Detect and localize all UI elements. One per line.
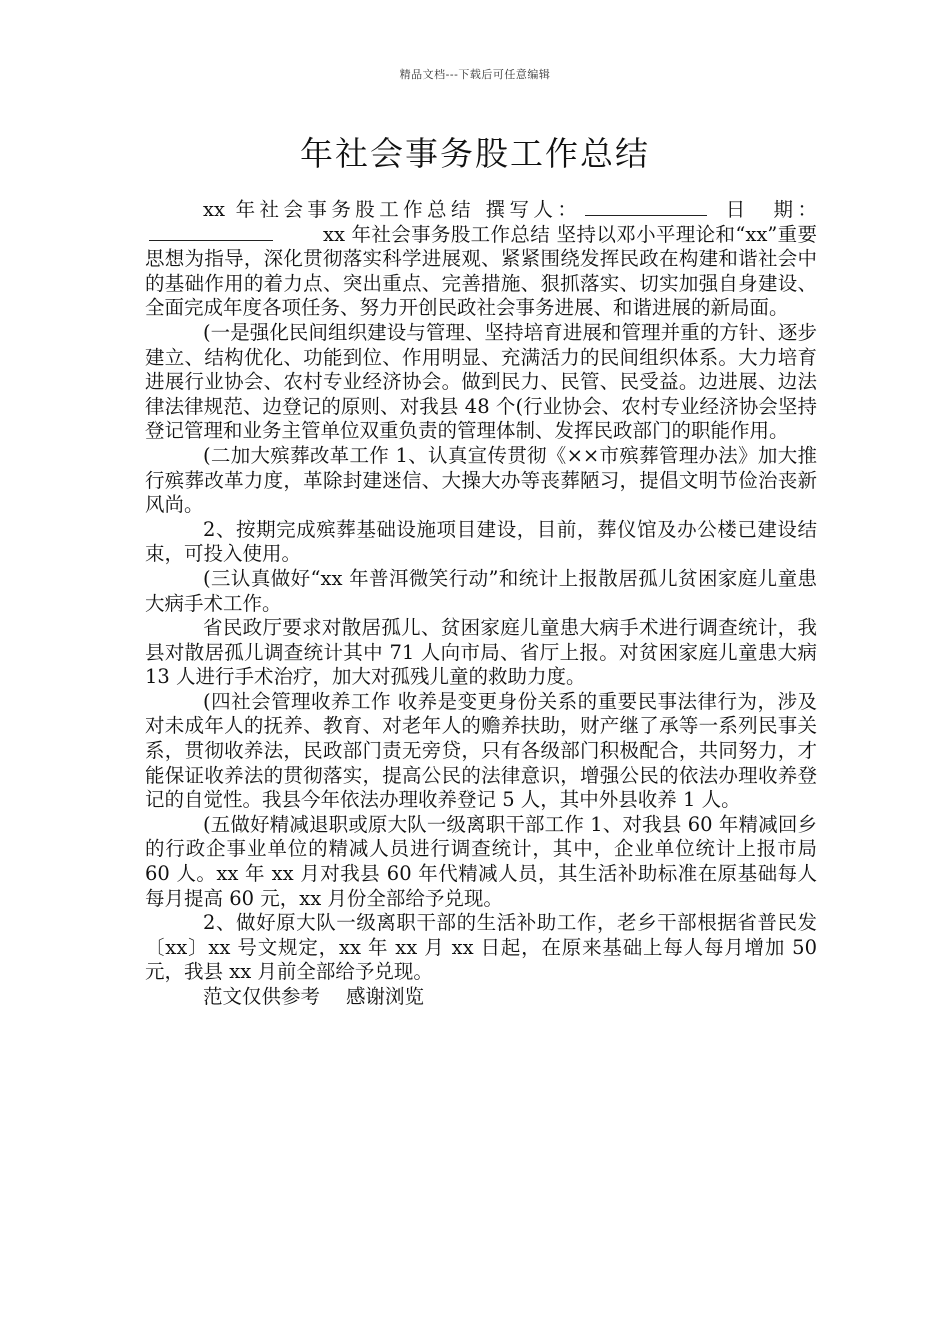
intro-paragraph [145,198,817,321]
paragraph-living-subsidy: 2、做好原大队一级离职干部的生活补助工作，老乡干部根据省普民发〔xx〕xx 号文规定，xx 年 xx 月 xx 日起，在原来基础上每人每月增加 50 元，我县 xx 月前全部给予兑现。 [145,911,817,984]
intro-text: xx 年社会事务股工作总结 坚持以邓小平理论和“xx”重要思想为指导，深化贯彻落实科学进展观、紧紧围绕发挥民政在构建和谐社会中的基础作用的着力点、突出重点、完善措施、狠抓落实、切实加强自身建设、全面完成年度各项任务、努力开创民政社会事务进展、和谐进展的新局面。 [145,222,817,320]
paragraph-adoption: (四社会管理收养工作 收养是变更身份关系的重要民事法律行为，涉及对未成年人的抚养、教育、对老年人的赡养扶助，财产继了承等一系列民事关系，贯彻收养法，民政部门责无旁贷，只有各级部门积极配合，共同努力，才能保证收养法的贯彻落实，提高公民的法律意识，增强公民的依法办理收养登记的自觉性。我县今年依法办理收养登记 5 人，其中外县收养 1 人。 [145,689,817,812]
date-blank [149,226,273,241]
footer-reference: 范文仅供参考 [203,985,321,1008]
paragraph-smile-action: (三认真做好“xx 年普洱微笑行动”和统计上报散居孤儿贫困家庭儿童患大病手术工作。 [145,566,817,615]
author-blank [585,201,707,216]
paragraph-organizations: (一是强化民间组织建设与管理、坚持培育进展和管理并重的方针、逐步建立、结构优化、功能到位、作用明显、充满活力的民间组织体系。大力培育进展行业协会、农村专业经济协会。做到民力、民管、民受益。边进展、边法律法律规范、边登记的原则、对我县 48 个(行业协会、农村专业经济协会坚持登记管理和业务主管单位双重负责的管理体制、发挥民政部门的职能作用。 [145,320,817,443]
author-label: xx 年社会事务股工作总结 撰写人： [203,198,582,221]
document-body [145,198,817,1010]
paragraph-funeral-facilities: 2、按期完成殡葬基础设施项目建设，目前，葬仪馆及办公楼已建设结束，可投入使用。 [145,517,817,566]
date-label: 日 期： [721,198,817,221]
footer-line [145,985,817,1010]
footer-thanks: 感谢浏览 [346,985,425,1008]
document-title: 年社会事务股工作总结 [300,134,650,173]
paragraph-orphan-survey: 省民政厅要求对散居孤儿、贫困家庭儿童患大病手术进行调查统计，我县对散居孤儿调查统计其中 71 人向市局、省厅上报。对贫困家庭儿童患大病 13 人进行手术治疗，加大对孤残儿童的救助力度。 [145,616,817,689]
paragraph-retired-cadres: (五做好精减退职或原大队一级离职干部工作 1、对我县 60 年精减回乡的行政企事业单位的精减人员进行调查统计，其中，企业单位统计上报市局 60 人。xx 年 xx 月对我县 60 年代精减人员，其生活补助标准在原基础每人每月提高 60 元，xx 月份全部给予兑现。 [145,812,817,910]
paragraph-funeral-reform: (二加大殡葬改革工作 1、认真宣传贯彻《××市殡葬管理办法》加大推行殡葬改革力度，革除封建迷信、大操大办等丧葬陋习，提倡文明节俭治丧新风尚。 [145,443,817,517]
header-note: 精品文档---下载后可任意编辑 [399,68,551,81]
